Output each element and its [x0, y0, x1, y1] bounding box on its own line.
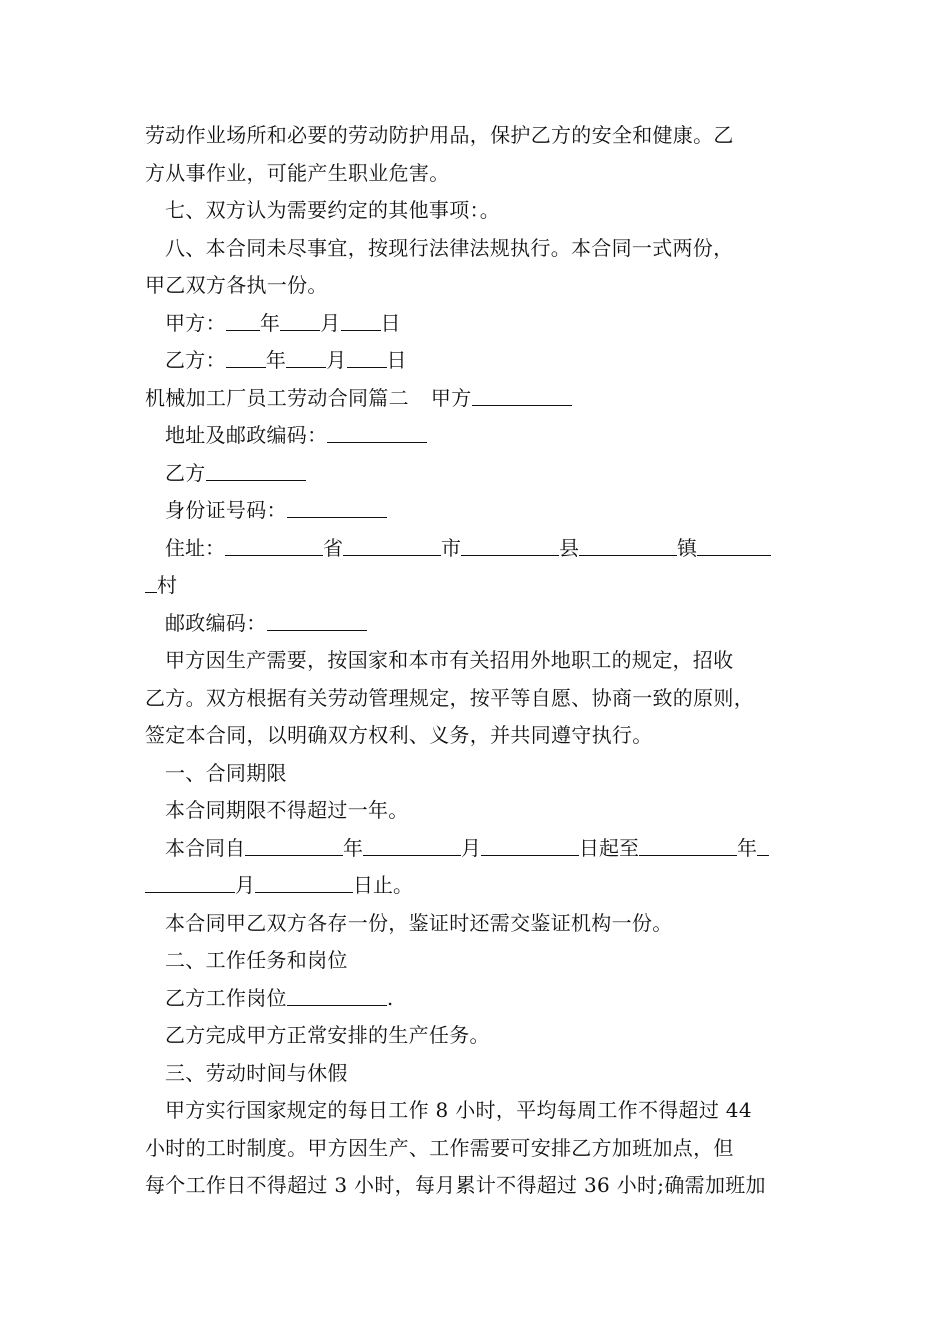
day-label: 日 — [380, 310, 401, 335]
label: 乙方工作岗位 — [165, 985, 287, 1010]
address-blank[interactable] — [327, 420, 427, 443]
contract-term-field — [145, 830, 815, 868]
day-label: 日 — [386, 348, 407, 372]
postcode-field — [145, 605, 815, 643]
paragraph-line: 每个工作日不得超过 3 小时，每月累计不得超过 36 小时;确需加班加 — [145, 1173, 766, 1197]
id-blank[interactable] — [287, 495, 387, 518]
section-title-two — [145, 380, 815, 418]
party-a-blank[interactable] — [472, 383, 572, 406]
end-year-blank[interactable] — [639, 833, 737, 856]
residence-field-cont — [145, 567, 815, 605]
post-blank[interactable] — [287, 983, 387, 1006]
village-blank[interactable] — [697, 533, 771, 556]
paragraph-line: 小时的工时制度。甲方因生产、工作需要可安排乙方加班加点，但 — [145, 1135, 734, 1160]
province-label: 省 — [323, 535, 343, 560]
section-heading: 二、工作任务和岗位 — [165, 948, 348, 972]
year-blank[interactable] — [226, 308, 260, 331]
paragraph-line: 签定本合同，以明确双方权利、义务，并共同遵守执行。 — [145, 723, 653, 747]
text-line: 甲乙双方各执一份。 — [145, 273, 328, 297]
prefix: 本合同自 — [165, 835, 245, 860]
label: 甲方： — [165, 310, 226, 335]
text-line: 本合同期限不得超过一年。 — [165, 798, 409, 822]
city-blank[interactable] — [343, 533, 441, 556]
day-end-label: 日止。 — [353, 873, 413, 897]
month-blank[interactable] — [280, 308, 320, 331]
year-label: 年 — [265, 348, 287, 372]
id-number-field — [145, 492, 815, 530]
month-label: 月 — [326, 348, 347, 372]
heading: 机械加工厂员工劳动合同篇二 — [145, 385, 409, 410]
end-month-blank-start[interactable] — [757, 833, 769, 856]
post-field — [145, 980, 815, 1018]
year-label: 年 — [259, 310, 281, 335]
text-line: 方从事作业，可能产生职业危害。 — [145, 160, 450, 185]
province-blank[interactable] — [225, 533, 323, 556]
day-blank[interactable] — [347, 345, 387, 368]
day-from-label: 日起至 — [579, 835, 639, 860]
label: 乙方 — [165, 460, 206, 485]
month-label: 月 — [461, 835, 481, 860]
section-heading: 一、合同期限 — [165, 760, 287, 785]
year-label: 年 — [343, 835, 363, 860]
clause-eight: 八、本合同未尽事宜，按现行法律法规执行。本合同一式两份， — [165, 235, 734, 260]
end-month-blank[interactable] — [145, 870, 235, 893]
month-label: 月 — [235, 873, 255, 897]
county-label: 县 — [559, 535, 579, 560]
label: 住址： — [165, 535, 225, 560]
county-blank[interactable] — [461, 533, 559, 556]
postcode-blank[interactable] — [267, 608, 367, 631]
start-day-blank[interactable] — [481, 833, 579, 856]
paragraph-line: 乙方。双方根据有关劳动管理规定，按平等自愿、协商一致的原则， — [145, 685, 754, 710]
party-a-signature-date — [145, 305, 815, 343]
end-day-blank[interactable] — [255, 870, 353, 893]
contract-term-field-cont — [145, 867, 815, 905]
text-line: 乙方完成甲方正常安排的生产任务。 — [165, 1023, 490, 1047]
paragraph-line: 甲方实行国家规定的每日工作 8 小时，平均每周工作不得超过 44 — [165, 1098, 752, 1122]
town-blank[interactable] — [579, 533, 677, 556]
label: 地址及邮政编码： — [165, 423, 328, 447]
day-blank[interactable] — [341, 308, 381, 331]
label: 身份证号码： — [165, 498, 287, 522]
month-label: 月 — [320, 310, 341, 335]
city-label: 市 — [441, 535, 461, 560]
town-label: 镇 — [677, 535, 697, 560]
party-b-blank[interactable] — [206, 458, 306, 481]
party-b-field — [145, 455, 815, 493]
start-month-blank[interactable] — [363, 833, 461, 856]
text-line: 劳动作业场所和必要的劳动防护用品，保护乙方的安全和健康。乙 — [145, 123, 734, 147]
document-page — [145, 117, 815, 1205]
label: 邮政编码： — [165, 610, 267, 635]
address-field — [145, 417, 815, 455]
residence-field — [145, 530, 815, 568]
party-b-signature-date — [145, 342, 815, 380]
start-year-blank[interactable] — [245, 833, 343, 856]
period: . — [386, 985, 394, 1010]
year-blank[interactable] — [226, 345, 266, 368]
label: 乙方： — [165, 348, 226, 372]
section-heading: 三、劳动时间与休假 — [165, 1060, 348, 1085]
village-label: 村 — [157, 573, 177, 597]
text-line: 本合同甲乙双方各存一份，鉴证时还需交鉴证机构一份。 — [165, 910, 673, 935]
paragraph-line: 甲方因生产需要，按国家和本市有关招用外地职工的规定，招收 — [165, 648, 734, 672]
month-blank[interactable] — [286, 345, 326, 368]
village-blank-cont[interactable] — [145, 570, 157, 593]
year-label: 年 — [737, 835, 757, 860]
party-a-label: 甲方 — [430, 385, 472, 410]
clause-seven: 七、双方认为需要约定的其他事项：。 — [165, 198, 501, 222]
